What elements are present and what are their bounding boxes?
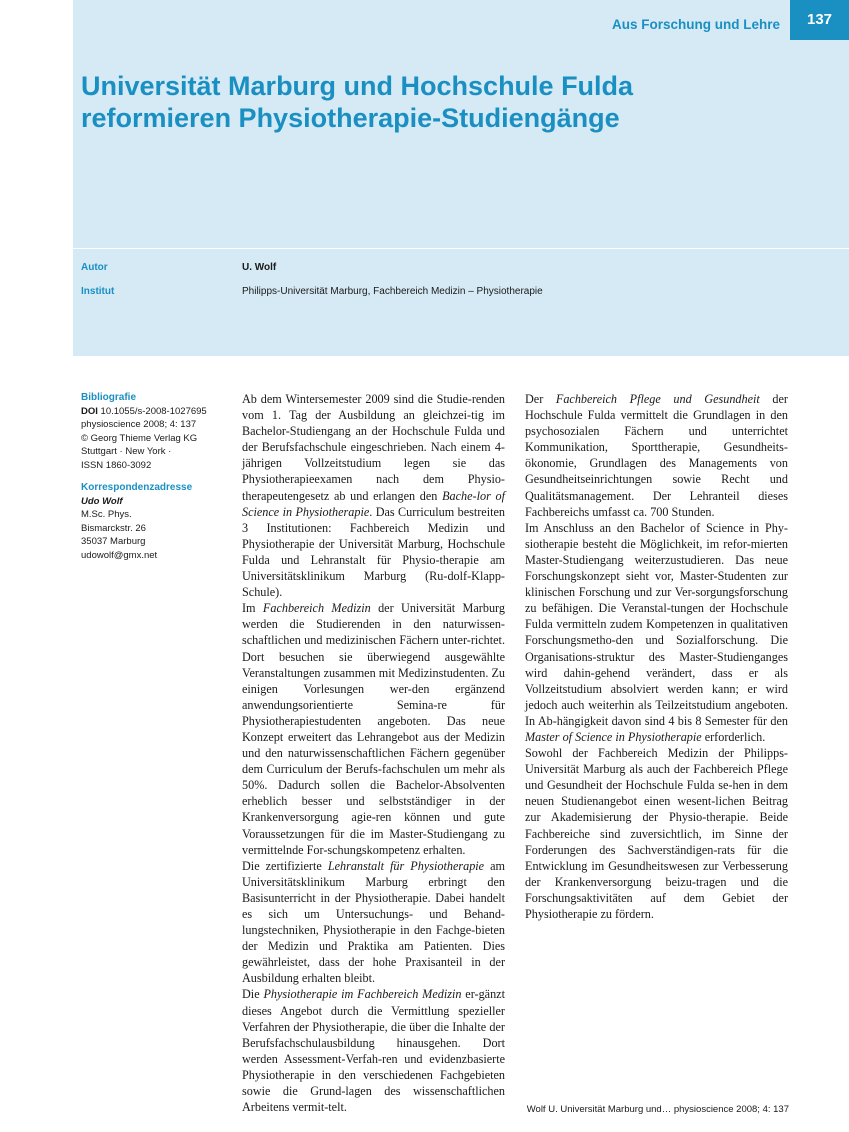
paragraph: Die Physiotherapie im Fachbereich Medizin er-gänzt dieses Angebot durch die Vermittlung spezieller Verfahren der Physiotherapie, die über die Inhalte der Berufsfachschulausbildung hinausgehen. Dort werden Assessment-Verfah-ren und evidenzbasierte Physiotherapie in den verschiedenen Fachgebieten sowie die Grund-lagen des wissenschaftlichen Arbeitens vermit-telt.	[242, 987, 505, 1115]
page-footer: Wolf U. Universität Marburg und… physioscience 2008; 4: 137	[526, 1104, 789, 1115]
author-band	[73, 249, 849, 356]
doi-label: DOI	[81, 405, 98, 417]
correspondence-city: 35037 Marburg	[81, 536, 146, 547]
correspondence-email[interactable]: udowolf@gmx.net	[81, 549, 158, 561]
body-column-1	[242, 391, 505, 1115]
author-name: U. Wolf	[242, 262, 277, 273]
article-title	[81, 70, 801, 134]
citation: physioscience 2008; 4: 137	[81, 419, 197, 430]
title-line-2: reformieren Physiotherapie-Studiengänge	[81, 103, 620, 133]
correspondence-heading: Korrespondenzadresse	[81, 482, 193, 493]
paragraph: Die zertifizierte Lehranstalt für Physiotherapie am Universitätsklinikum Marburg erbringt den Basisunterricht in der Physiotherapie. Dabei handelt es sich um Untersuchungs- und Behand-lungstechniken, Physiotherapie in den Fachge-bieten der Medizin und Praktika am Patienten. Dies gewährleistet, dass der hohe Praxisanteil in der Ausbildung erhalten bleibt.	[242, 858, 506, 986]
title-line-1: Universität Marburg und Hochschule Fulda	[81, 71, 634, 101]
institute-name: Philipps-Universität Marburg, Fachbereich Medizin – Physiotherapie	[242, 286, 543, 297]
publisher-place: Stuttgart · New York ·	[81, 446, 172, 457]
correspondence-street: Bismarckstr. 26	[81, 522, 146, 534]
paragraph: Der Fachbereich Pflege und Gesundheit der Hochschule Fulda vermittelt die Grundlagen in den psychosozialen Fächern und unterrichtet Kommunikation, Sporttherapie, Gesundheits-ökonomie, Grundlagen des Managements von Gesundheitseinrichtungen sowie Recht und Qualitätsmanagement. Der Lehranteil dieses Fachbereichs umfasst ca. 700 Stunden.	[525, 392, 788, 519]
sidebar	[81, 391, 231, 562]
doi-value: 10.1055/s-2008-1027695	[100, 405, 207, 417]
bibliography-heading: Bibliografie	[81, 392, 137, 403]
correspondence-name: Udo Wolf	[81, 495, 123, 507]
paragraph: Im Fachbereich Medizin der Universität Marburg werden die Studierenden in den naturwissen-schaftlichen und medizinischen Fächern unter-richtet. Dort besuchen sie überwiegend ausgewählte Veranstaltungen zusammen mit Medizinstudenten. Zu einigen Vorlesungen wer-den ergänzend anwendungsorientierte Semina-re für Physiotherapiestudenten angeboten. Das neue Konzept erweitert das Lehrangebot aus der Medizin und den naturwissenschaftlichen Fächern gegenüber dem Curriculum der Berufs-fachschulen um mehr als 50%. Dadurch sollen die Bachelor-Absolventen erheblich besser und selbstständiger in der Krankenversorgung agie-ren können und gute Voraussetzungen für die im Master-Studiengang zu vermittelnde For-schungskompetenz erhalten.	[242, 601, 505, 857]
issn: ISSN 1860-3092	[81, 459, 152, 471]
correspondence-degree: M.Sc. Phys.	[81, 509, 132, 520]
author-label: Autor	[81, 262, 108, 273]
institute-label: Institut	[81, 286, 115, 297]
section-label: Aus Forschung und Lehre	[611, 17, 780, 32]
paragraph: Im Anschluss an den Bachelor of Science in Phy-siotherapie besteht die Möglichkeit, im refor-mierten Master-Studiengang weiterzustudieren. Das neue Forschungskonzept sieht vor, Master-Studenten zur klinischen Forschung und zur Ver-sorgungsforschung zu befähigen. Die Veranstal-tungen der Hochschule Fulda vermitteln zudem Kompetenzen in qualitativen Forschungsmetho-den und Sozialforschung. Die Organisations-struktur des Master-Studienganges wird dahin-gehend verändert, dass er als Vollzeitstudium absolviert werden kann; er wird jedoch auch weiterhin als Teilzeitstudium angeboten. In Ab-hängigkeit davon sind 4 bis 8 Semester für den Master of Science in Physiotherapie erforderlich.	[525, 520, 788, 744]
doi-line	[81, 405, 231, 419]
body-column-2	[525, 391, 788, 922]
page-number: 137	[790, 0, 849, 40]
copyright: © Georg Thieme Verlag KG	[81, 432, 198, 444]
paragraph: Ab dem Wintersemester 2009 sind die Studie-renden vom 1. Tag der Ausbildung an gleichzei-tig im Bachelor-Studiengang an der Hochschule Fulda und der Berufsfachschule eingeschrieben. Nach einem 4-jährigen Vollzeitstudium legen sie das Physiotherapieexamen nach dem Physio-therapeutengesetz ab und erlangen den Bache-lor of Science in Physiotherapie. Das Curriculum bestreiten 3 Institutionen: Fachbereich Medizin und Physiotherapie der Universität Marburg, Hochschule Fulda und Lehranstalt für Physio-therapie am Universitätsklinikum Marburg (Ru-dolf-Klapp-Schule).	[242, 392, 505, 600]
paragraph: Sowohl der Fachbereich Medizin der Philipps-Universität Marburg als auch der Fachbereich Pflege und Gesundheit der Hochschule Fulda se-hen in dem neuen Studienangebot einen wesent-lichen Beitrag zur Akademisierung der Physio-therapie. Beide Fachbereiche sind zuversichtlich, im Sinne der Forderungen des Sachverständigen-rats für die Entwicklung im Gesundheitswesen zur Verbesserung der Krankenversorgung beizu-tragen und die Forschungsaktivitäten auf dem Gebiet der Physiotherapie zu fördern.	[525, 746, 788, 921]
